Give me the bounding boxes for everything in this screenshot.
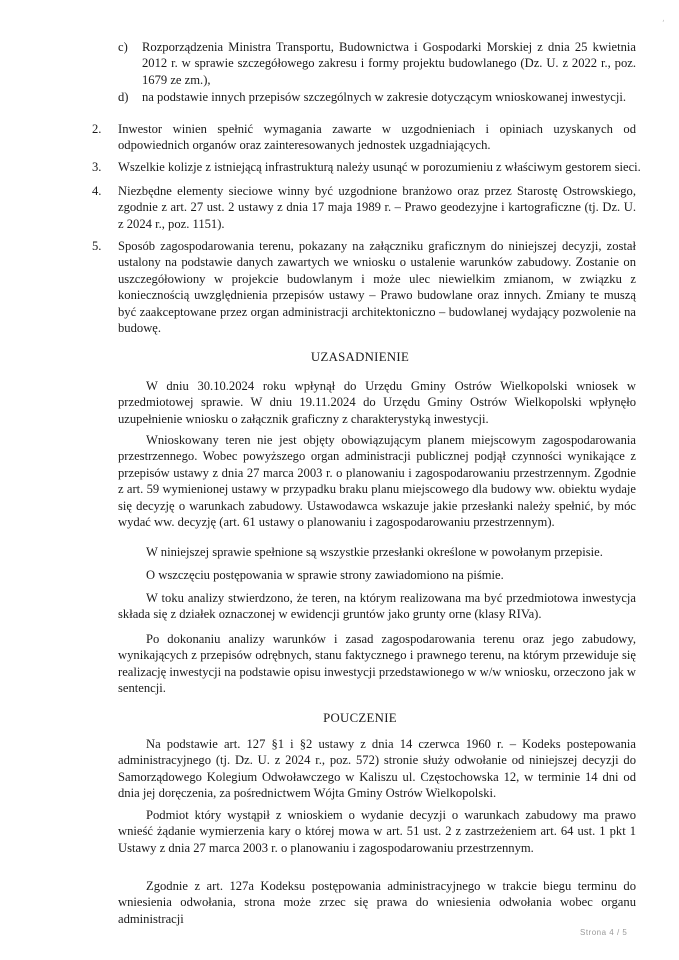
item-d-text: na podstawie innych przepisów szczególnych w zakresie dotyczącym wnioskowanej inwestycji. bbox=[142, 90, 627, 104]
uzasadnienie-paragraph: Po dokonaniu analizy warunków i zasad zagospodarowania terenu oraz jego zabudowy, wynikających z przepisów odrębnych, stanu faktycznego i prawnego terenu, na którym przewiduje się realizację inwestycji na podstawie opisu inwestycji przedstawionego w w/w wniosku, orzeczono jak w sentencji. bbox=[118, 632, 636, 696]
uzasadnienie-heading: UZASADNIENIE bbox=[310, 350, 410, 364]
point-3-text: Wszelkie kolizje z istniejącą infrastrukturą należy usunąć w porozumieniu z właściwym gestorem sieci. bbox=[118, 160, 641, 174]
pouczenie-paragraph: Podmiot który wystąpił z wnioskiem o wydanie decyzji o warunkach zabudowy ma prawo wnieść żądanie wymierzenia kary o której mowa w art. 51 ust. 2 z zastrzeżeniem art. 64 ust. 1 pkt 1 Ustawy z dnia 27 marca 2003 r. o planowaniu i zagospodarowaniu przestrzennym. bbox=[118, 808, 636, 855]
point-2-marker: 2. bbox=[92, 122, 102, 136]
point-5-marker: 5. bbox=[92, 239, 102, 253]
uzasadnienie-paragraph: O wszczęciu postępowania w sprawie strony zawiadomiono na piśmie. bbox=[146, 568, 504, 582]
point-2-text: Inwestor winien spełnić wymagania zawarte w uzgodnieniach i opiniach uzyskanych od odpowiednich organów oraz zainteresowanych jednostek uzgadniających. bbox=[118, 122, 636, 153]
uzasadnienie-paragraph: W dniu 30.10.2024 roku wpłynął do Urzędu Gminy Ostrów Wielkopolski wniosek w przedmiotowej sprawie. W dniu 19.11.2024 do Urzędu Gminy Ostrów Wielkopolski wpłynęło uzupełnienie wniosku o załącznik graficzny z charakterystyką inwestycji. bbox=[118, 379, 636, 426]
corner-mark: , bbox=[662, 14, 665, 24]
uzasadnienie-paragraph: Wnioskowany teren nie jest objęty obowiązującym planem miejscowym zagospodarowania przestrzennego. Wobec powyższego organ administracji publicznej podjął czynności wynikające z przepisów ustawy z dnia 27 marca 2003 r. o planowaniu i zagospodarowaniu przestrzennym. Zgodnie z art. 59 wymienionej ustawy w przypadku braku planu miejscowego dla budowy ww. obiektu wydaje się decyzję o warunkach zabudowy. Ustawodawca wskazuje jakie przesłanki należy spełnić, by móc wydać ww. decyzję (art. 61 ustawy o planowaniu i zagospodarowaniu przestrzennym). bbox=[118, 433, 636, 530]
uzasadnienie-paragraph: W niniejszej sprawie spełnione są wszystkie przesłanki określone w powołanym przepisie. bbox=[146, 545, 603, 559]
pouczenie-paragraph: Na podstawie art. 127 §1 i §2 ustawy z dnia 14 czerwca 1960 r. – Kodeks postepowania administracyjnego (tj. Dz. U. z 2024 r., poz. 572) stronie służy odwołanie od niniejszej decyzji do Samorządowego Kolegium Odwoławczego w Kaliszu ul. Częstochowska 12, w terminie 14 dni od dnia jej doręczenia, za pośrednictwem Wójta Gminy Ostrów Wielkopolski. bbox=[118, 737, 636, 801]
item-c-marker: c) bbox=[118, 40, 128, 54]
point-3-marker: 3. bbox=[92, 160, 102, 174]
item-d-marker: d) bbox=[118, 90, 129, 104]
pouczenie-heading: POUCZENIE bbox=[323, 711, 397, 725]
point-5-text: Sposób zagospodarowania terenu, pokazany na załączniku graficznym do niniejszej decyzji, został ustalony na podstawie danych zawartych we wniosku o ustalenie warunków zabudowy. Zostanie on uszczegółowiony w projekcie budowlanym i może ulec niewielkim zmianom, w związku z koniecznością uwzględnienia przepisów ustawy – Prawo budowlane oraz innych. Zmiany te muszą być zaakceptowane przez organ administracji architektoniczno – budowlanej wydający pozwolenie na budowę. bbox=[118, 239, 636, 336]
page-number: Strona 4 / 5 bbox=[580, 928, 628, 937]
point-4-marker: 4. bbox=[92, 184, 102, 198]
point-4-text: Niezbędne elementy sieciowe winny być uzgodnione branżowo oraz przez Starostę Ostrowskiego, zgodnie z art. 27 ust. 2 ustawy z dnia 17 maja 1989 r. – Prawo geodezyjne i kartograficzne (tj. Dz. U. z 2024 r., poz. 1151). bbox=[118, 184, 636, 231]
uzasadnienie-paragraph: W toku analizy stwierdzono, że teren, na którym realizowana ma być przedmiotowa inwestycja składa się z działek oznaczonej w ewidencji gruntów jako grunty orne (klasy RIVa). bbox=[118, 591, 636, 622]
item-c-text: Rozporządzenia Ministra Transportu, Budownictwa i Gospodarki Morskiej z dnia 25 kwietnia 2012 r. w sprawie szczegółowego zakresu i formy projektu budowlanego (Dz. U. z 2022 r., poz. 1679 ze zm.), bbox=[142, 40, 636, 87]
pouczenie-paragraph: Zgodnie z art. 127a Kodeksu postępowania administracyjnego w trakcie biegu terminu do wniesienia odwołania, strona może zrzec się prawa do wniesienia odwołania wobec organu administracji bbox=[118, 879, 636, 926]
